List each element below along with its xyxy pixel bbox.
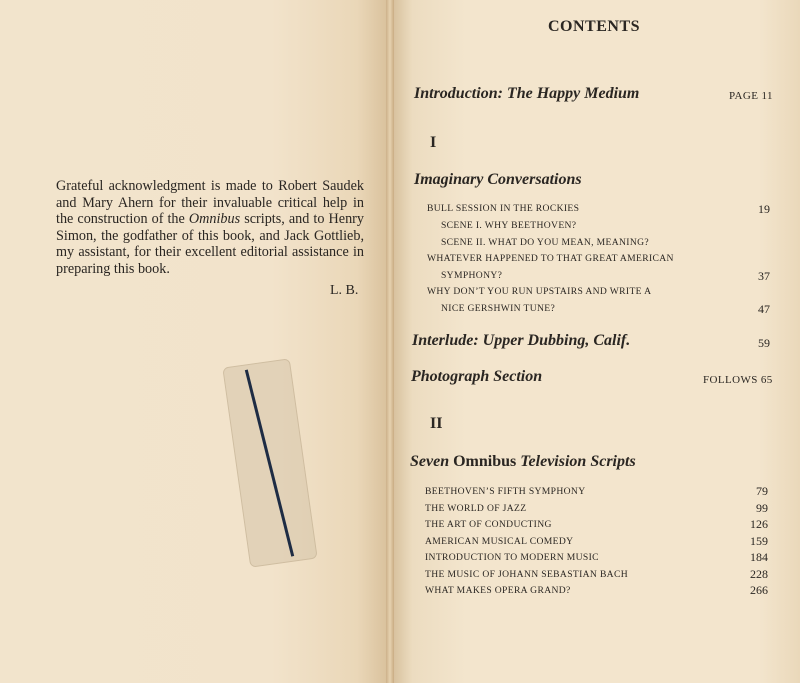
acknowledgment-paragraph [56,178,364,278]
toc-entry: AMERICAN MUSICAL COMEDY [425,536,574,547]
part-two-numeral: II [430,415,443,432]
toc-entry-page: 184 [750,550,768,564]
book-gutter [386,0,394,683]
ack-italic: Omnibus [188,211,241,228]
toc-entry: THE MUSIC OF JOHANN SEBASTIAN BACH [425,569,628,580]
left-page [0,0,388,683]
toc-entry-page: 99 [756,501,768,515]
toc-entry: INTRODUCTION TO MODERN MUSIC [425,552,599,563]
toc-entry-page: 228 [750,567,768,581]
interlude-page: 59 [758,336,770,350]
toc-entry-page: 37 [758,269,770,283]
toc-entry: WHAT MAKES OPERA GRAND? [425,585,571,596]
toc-entry: NICE GERSHWIN TUNE? [441,303,556,314]
toc-entry-page: 159 [750,534,768,548]
toc-entry: WHATEVER HAPPENED TO THAT GREAT AMERICAN [427,253,674,264]
ack-text-2: scripts, and to Henry Simon, the godfather of this book, and Jack Gottlieb, my assistant, for their excellent editorial assistance in preparing this book. [56,211,364,277]
ink-mark [245,370,294,557]
heading-word: Television Scripts [520,453,636,470]
toc-entry-page: 126 [750,517,768,531]
toc-entry: SCENE II. WHAT DO YOU MEAN, MEANING? [441,237,650,248]
heading-word: Seven [410,453,450,470]
toc-entry: SYMPHONY? [441,270,503,281]
part-one-heading: Imaginary Conversations [414,171,582,188]
toc-entry: THE ART OF CONDUCTING [425,519,552,530]
toc-entry: THE WORLD OF JAZZ [425,503,527,514]
toc-entry: SCENE I. WHY BEETHOVEN? [441,220,577,231]
toc-entry-page: 266 [750,583,768,597]
toc-entry: WHY DON’T YOU RUN UPSTAIRS AND WRITE A [427,286,652,297]
toc-entry: BEETHOVEN’S FIFTH SYMPHONY [425,486,586,497]
part-two-heading [410,453,636,471]
toc-entry: BULL SESSION IN THE ROCKIES [427,203,580,214]
contents-title: CONTENTS [548,18,641,35]
photo-section-title: Photograph Section [411,368,543,385]
ack-text-1: Grateful acknowledgment is made to Robert Saudek and Mary Ahern for their invaluable critical help in the construction of the [56,178,364,228]
author-initials: L. B. [330,283,359,298]
photo-section-page: FOLLOWS 65 [703,374,773,386]
toc-entry-page: 79 [756,484,768,498]
toc-entry-page: 47 [758,302,770,316]
toc-entry-page: 19 [758,202,770,216]
heading-word: Omnibus [453,453,517,470]
intro-page: PAGE 11 [729,90,773,102]
part-one-numeral: I [430,134,437,151]
interlude-title: Interlude: Upper Dubbing, Calif. [412,332,631,349]
intro-title: Introduction: The Happy Medium [414,85,640,102]
